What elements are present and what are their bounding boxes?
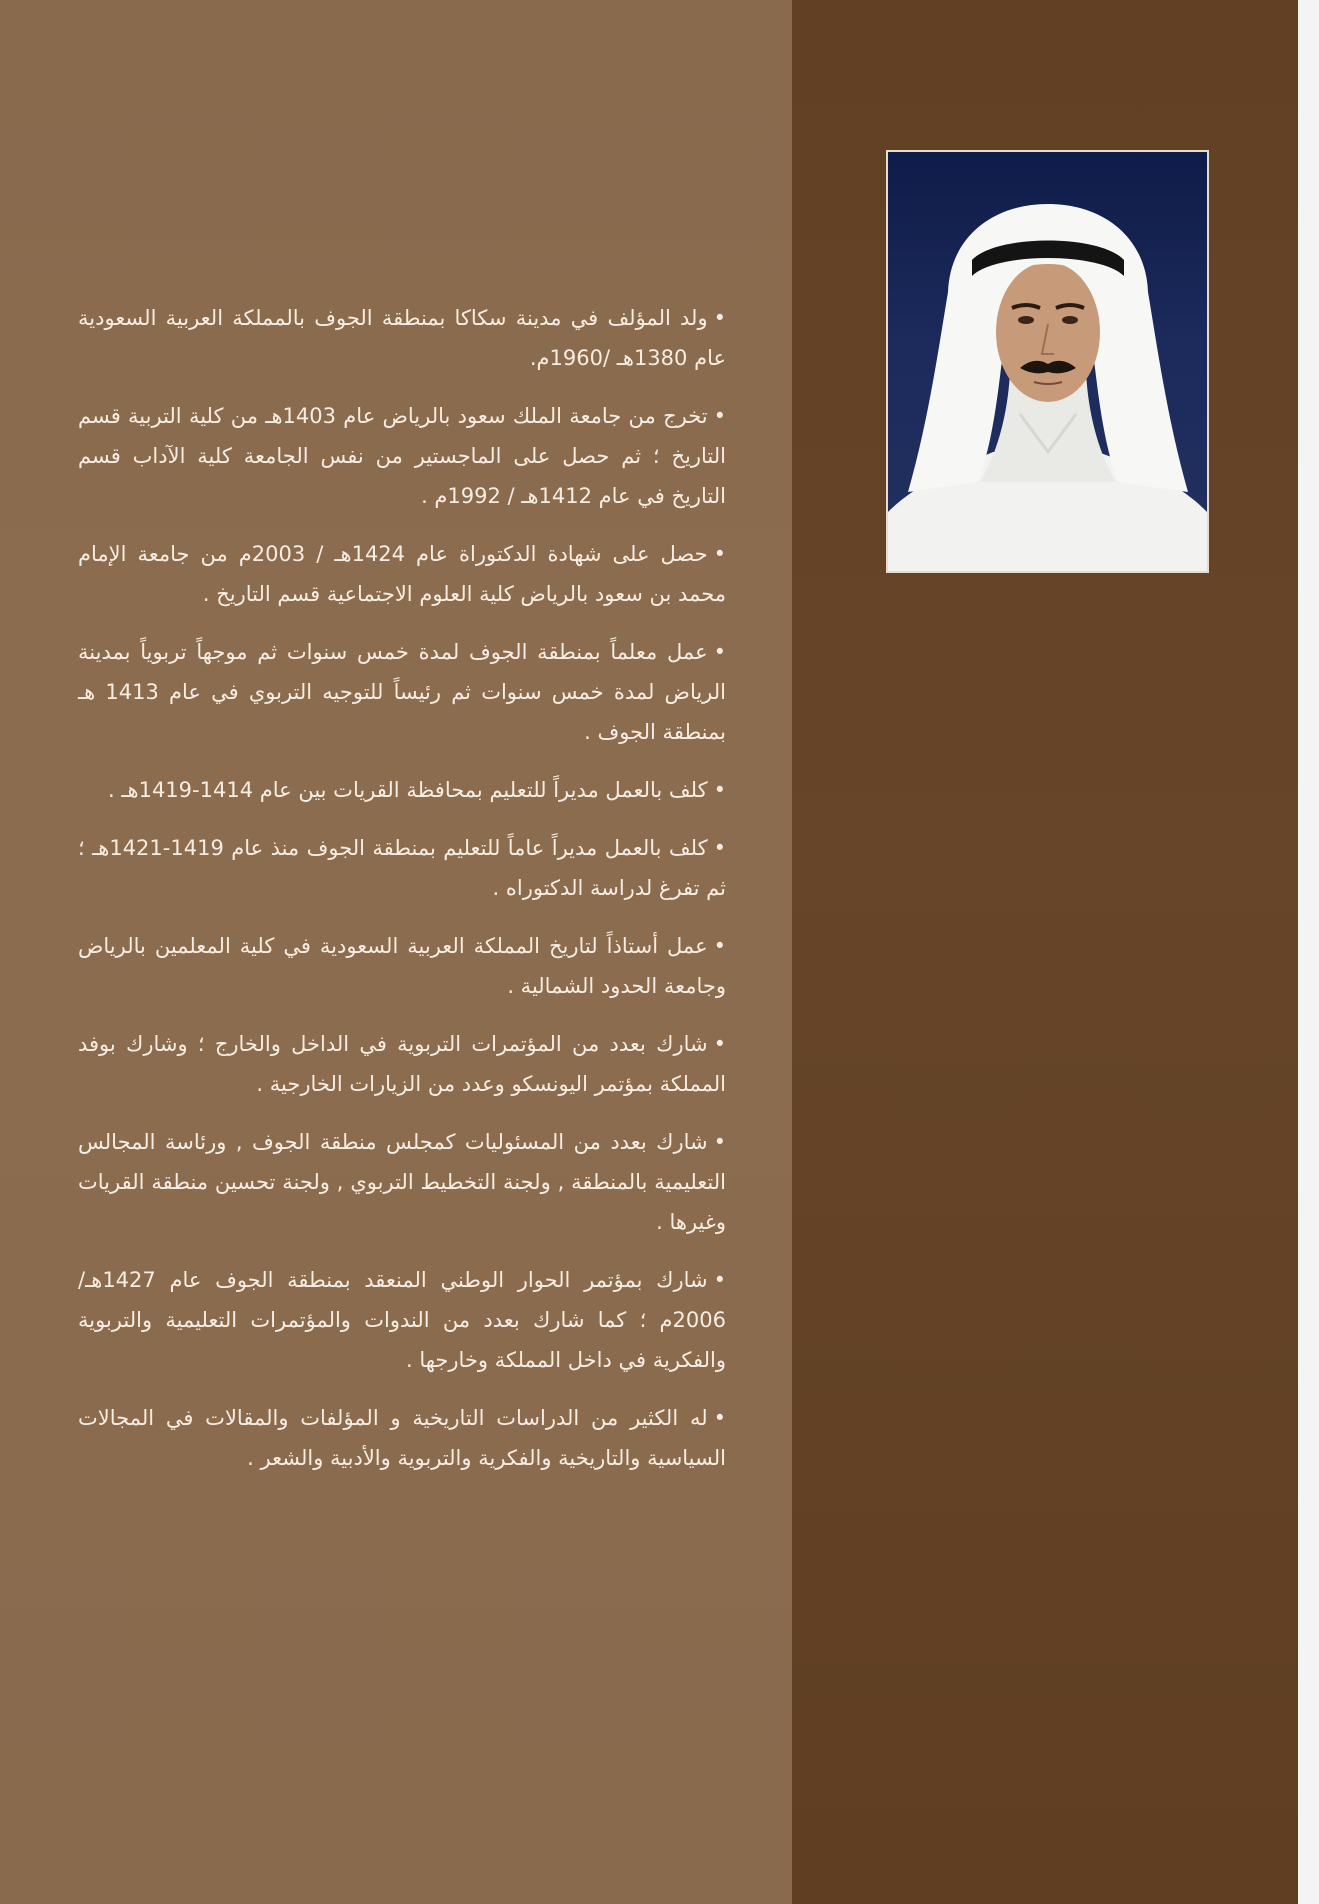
bio-item — [78, 534, 726, 614]
bio-item — [78, 632, 726, 752]
page-edge — [1298, 0, 1319, 1904]
bullet-icon: • — [713, 640, 726, 664]
bio-item-text: حصل على شهادة الدكتوراة عام 1424هـ / 2003م من جامعة الإمام محمد بن سعود بالرياض كلية العلوم الاجتماعية قسم التاريخ . — [78, 542, 726, 606]
bio-item — [78, 396, 726, 516]
bio-item-text: عمل أستاذاً لتاريخ المملكة العربية السعودية في كلية المعلمين بالرياض وجامعة الحدود الشمالية . — [78, 934, 726, 998]
bio-item — [78, 828, 726, 908]
bio-item-text: شارك بعدد من المسئوليات كمجلس منطقة الجوف , ورئاسة المجالس التعليمية بالمنطقة , ولجنة التخطيط التربوي , ولجنة تحسين منطقة القريات وغيرها . — [78, 1130, 726, 1234]
bio-item — [78, 1122, 726, 1242]
bio-item-text: له الكثير من الدراسات التاريخية و المؤلفات والمقالات في المجالات السياسية والتاريخية والفكرية والتربوية والأدبية والشعر . — [78, 1406, 726, 1470]
bio-item — [78, 1398, 726, 1478]
bio-item-text: كلف بالعمل مديراً للتعليم بمحافظة القريات بين عام 1414-1419هـ . — [108, 778, 708, 802]
author-photo — [886, 150, 1209, 573]
bio-item — [78, 1024, 726, 1104]
bio-item-text: شارك بمؤتمر الحوار الوطني المنعقد بمنطقة الجوف عام 1427هـ/ 2006م ؛ كما شارك بعدد من الندوات والمؤتمرات التعليمية والتربوية والفكرية في داخل المملكة وخارجها . — [78, 1268, 726, 1372]
bullet-icon: • — [713, 836, 727, 860]
author-bio-list — [78, 298, 726, 1496]
bullet-icon: • — [713, 542, 726, 566]
bullet-icon: • — [713, 1406, 726, 1430]
author-portrait-illustration — [888, 152, 1207, 571]
bullet-icon: • — [713, 1130, 726, 1154]
bullet-icon: • — [713, 1032, 726, 1056]
bio-item-text: ولد المؤلف في مدينة سكاكا بمنطقة الجوف بالمملكة العربية السعودية عام 1380هـ /1960م. — [78, 306, 726, 370]
bio-item-text: عمل معلماً بمنطقة الجوف لمدة خمس سنوات ثم موجهاً تربوياً بمدينة الرياض لمدة خمس سنوات ثم رئيساً للتوجيه التربوي في عام 1413 هـ بمنطقة الجوف . — [78, 640, 727, 744]
bullet-icon: • — [713, 778, 726, 802]
bullet-icon: • — [713, 1268, 726, 1292]
bio-item — [78, 298, 726, 378]
bio-item — [78, 770, 726, 810]
bio-item — [78, 926, 726, 1006]
bullet-icon: • — [713, 934, 726, 958]
bio-item — [78, 1260, 726, 1380]
bio-item-text: شارك بعدد من المؤتمرات التربوية في الداخل والخارج ؛ وشارك بوفد المملكة بمؤتمر اليونسكو وعدد من الزيارات الخارجية . — [78, 1032, 726, 1096]
bullet-icon: • — [713, 404, 726, 428]
bio-item-text: كلف بالعمل مديراً عاماً للتعليم بمنطقة الجوف منذ عام 1419-1421هـ ؛ ثم تفرغ لدراسة الدكتوراه . — [78, 836, 726, 900]
bio-item-text: تخرج من جامعة الملك سعود بالرياض عام 1403هـ من كلية التربية قسم التاريخ ؛ ثم حصل على الماجستير من نفس الجامعة كلية الآداب قسم التاريخ في عام 1412هـ / 1992م . — [78, 404, 726, 508]
bullet-icon: • — [713, 306, 726, 330]
